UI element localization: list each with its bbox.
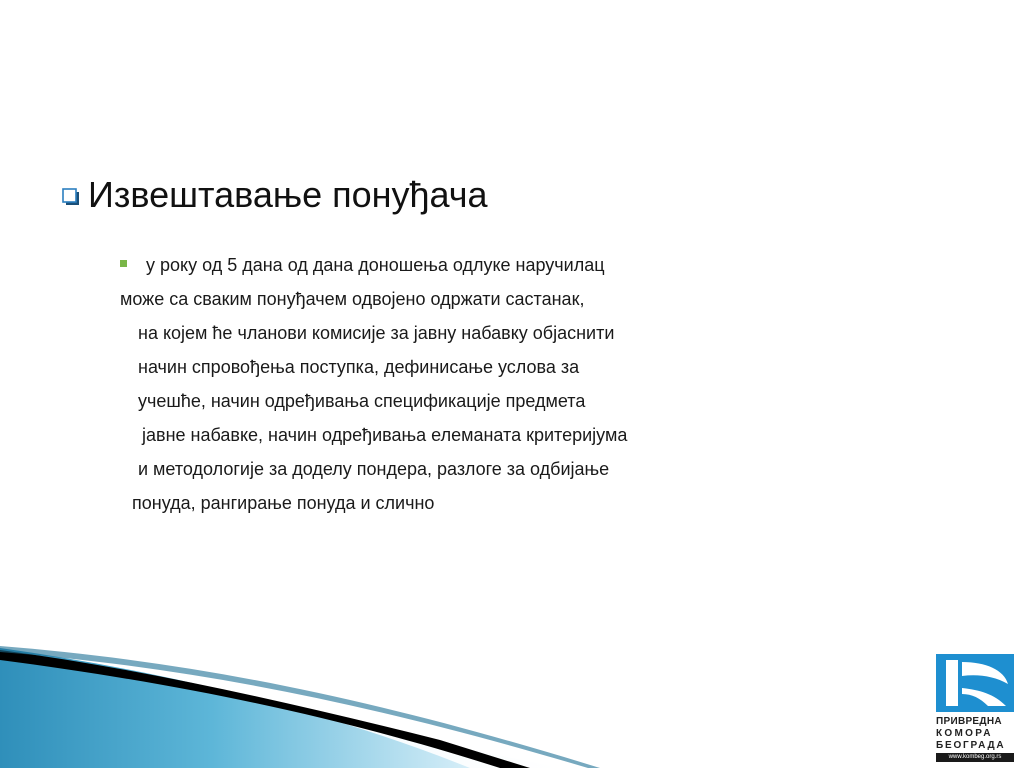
slide-heading	[62, 172, 488, 218]
logo-mark-icon	[936, 654, 1014, 712]
body-line: и методологије за доделу пондера, разлоге за одбијање	[138, 459, 610, 479]
body-line: јавне набавке, начин одређивања елеманата критеријума	[142, 425, 628, 445]
body-line: начин спровођења поступка, дефинисање услова за	[138, 357, 580, 377]
logo-line-2: КОМОРА	[936, 728, 993, 739]
heading-text: Извештавање понуђача	[88, 174, 488, 215]
body-line: може са сваким понуђачем одвојено одржати састанак,	[120, 289, 585, 309]
logo-url: www.kombeg.org.rs	[936, 753, 1014, 762]
green-square-icon	[120, 260, 127, 267]
logo-line-3: БЕОГРАДА	[936, 740, 1006, 751]
logo-line-1: ПРИВРЕДНА	[936, 716, 1002, 727]
body-line: понуда, рангирање понуда и слично	[132, 493, 435, 513]
body-line: у року од 5 дана од дана доношења одлуке наручилац	[146, 255, 605, 275]
chamber-logo	[936, 654, 1016, 764]
body-line: учешће, начин одређивања спецификације предмета	[138, 391, 586, 411]
checkbox-square-icon	[62, 188, 80, 206]
body-line: на којем ће чланови комисије за јавну набавку објаснити	[138, 323, 615, 343]
